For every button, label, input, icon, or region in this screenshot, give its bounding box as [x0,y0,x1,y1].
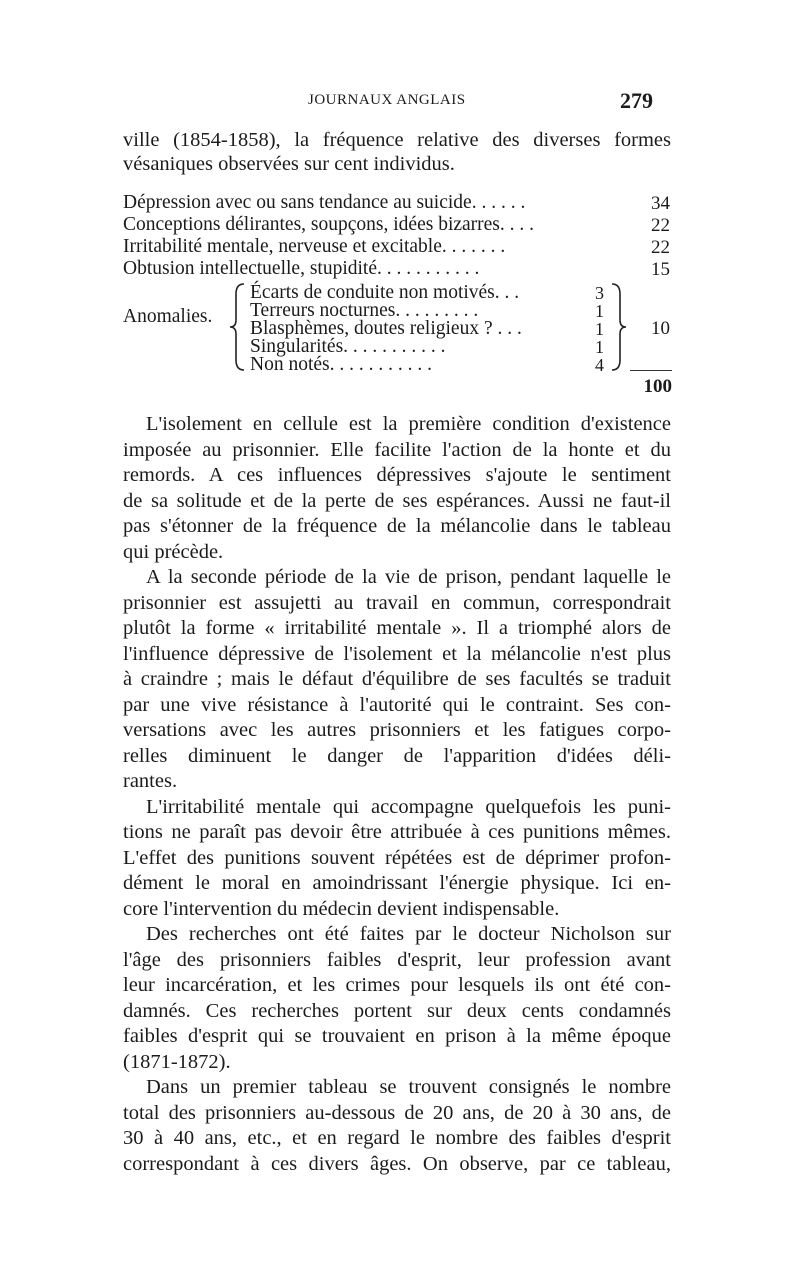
anomaly-item-label: Blasphèmes, doutes religieux ? . . . [250,318,522,339]
text-line: dément le moral en amoindrissant l'énergie physique. Ici en- [123,872,671,894]
anomaly-item-value: 4 [595,355,604,375]
right-brace [608,282,628,372]
stat-value: 22 [651,237,670,258]
stat-label: Irritabilité mentale, nerveuse et excitable. . . . . . . [123,236,506,257]
text-line: pas s'étonner de la fréquence de la mélancolie dans le tableau [123,515,671,537]
left-brace [228,282,248,372]
anomalies-total: 10 [651,318,670,339]
anomaly-item-label: Écarts de conduite non motivés. . . [250,282,520,303]
text-line: versations avec les autres prisonniers et les fatigues corpo- [123,719,671,741]
text-line: damnés. Ces recherches portent sur deux cents condamnés [123,999,671,1022]
text-line: L'effet des punitions souvent répétées est de déprimer profon- [123,846,671,869]
text-line: faibles d'esprit qui se trouvaient en prison à la même époque [123,1025,671,1047]
text-line: L'isolement en cellule est la première condition d'existence [146,413,671,435]
anomaly-item-label: Terreurs nocturnes. . . . . . . . . [250,300,479,321]
intro-line: ville (1854-1858), la fréquence relative des diverses formes [123,129,671,151]
text-line: Dans un premier tableau se trouvent consignés le nombre [146,1076,671,1098]
text-line: rantes. [123,770,178,792]
anomaly-item-value: 1 [595,301,604,321]
running-head: JOURNAUX ANGLAIS [308,92,466,108]
stat-label: Dépression avec ou sans tendance au suicide. . . . . . [123,192,526,213]
stat-value: 15 [651,259,670,280]
stat-label: Obtusion intellectuelle, stupidité. . . . . . . . . . . [123,258,480,279]
anomaly-item-value: 1 [595,337,604,357]
text-line: plutôt la forme « irritabilité mentale ». Il a triomphé alors de [123,617,671,639]
stat-value: 22 [651,215,670,236]
text-line: tions ne paraît pas devoir être attribuée à ces punitions mêmes. [123,821,671,843]
text-line: prisonnier est assujetti au travail en commun, correspondrait [123,591,671,614]
anomalies-label: Anomalies. [123,306,213,327]
stat-value: 34 [651,193,670,214]
text-line: leur incarcération, et les crimes pour lesquels ils ont été con- [123,974,671,996]
text-line: remords. A ces influences dépressives s'ajoute le sentiment [123,464,671,486]
page-number: 279 [620,88,653,113]
text-line: imposée au prisonnier. Elle facilite l'action de la honte et du [123,438,671,461]
text-line: total des prisonniers au-dessous de 20 ans, de 20 à 30 ans, de [123,1101,671,1124]
sum-rule [630,370,672,371]
text-line: qui précède. [123,540,224,563]
text-line: 30 à 40 ans, etc., et en regard le nombre des faibles d'esprit [123,1127,671,1149]
text-line: L'irritabilité mentale qui accompagne quelquefois les puni- [146,795,671,818]
text-line: (1871-1872). [123,1050,231,1073]
text-line: l'influence dépressive de l'isolement et la mélancolie n'est plus [123,642,671,665]
text-line: par une vive résistance à l'autorité qui le contraint. Ses con- [123,693,671,716]
text-line: l'âge des prisonniers faibles d'esprit, leur profession avant [123,948,671,971]
anomaly-item-value: 1 [595,319,604,339]
stat-label: Conceptions délirantes, soupçons, idées bizarres. . . . [123,214,535,235]
text-line: correspondant à ces divers âges. On observe, par ce tableau, [123,1152,671,1175]
anomaly-item-label: Non notés. . . . . . . . . . . [250,354,432,375]
intro-line: vésaniques observées sur cent individus. [123,153,455,175]
text-line: de sa solitude et de la perte de ses espérances. Aussi ne faut-il [123,489,671,512]
text-line: Des recherches ont été faites par le docteur Nicholson sur [146,923,671,945]
anomaly-item-label: Singularités. . . . . . . . . . . [250,336,446,357]
anomaly-item-value: 3 [595,283,604,303]
text-line: core l'intervention du médecin devient indispensable. [123,897,560,920]
grand-total: 100 [643,376,672,397]
text-line: A la seconde période de la vie de prison, pendant laquelle le [146,566,671,588]
text-line: relles diminuent le danger de l'apparition d'idées déli- [123,744,671,767]
text-line: à craindre ; mais le défaut d'équilibre de ses facultés se traduit [123,668,671,690]
